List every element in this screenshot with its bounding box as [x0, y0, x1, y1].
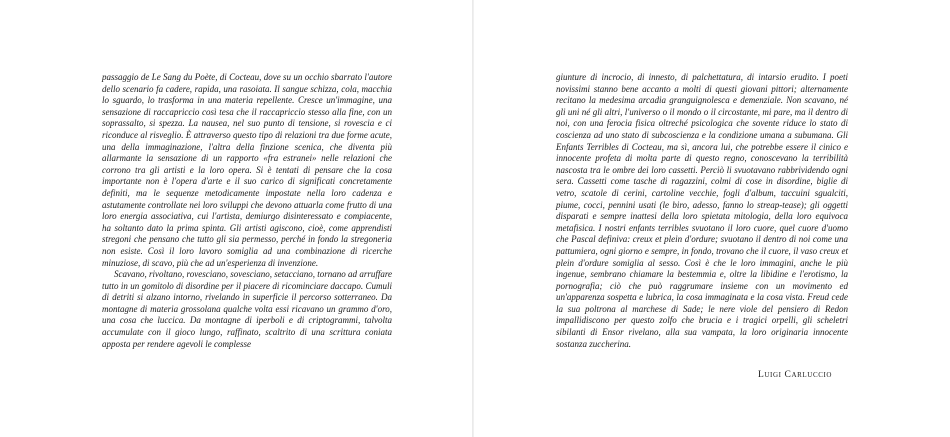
left-paragraph-1: passaggio de Le Sang du Poète, di Cocteau, dove su un occhio sbarrato l'autore dello scenario fa cadere, rapida, una rasoiata. Il sangue schizza, cola, macchia lo sguardo, lo trasforma in una materia repellente. Cresce un'immagine, una sensazione di raccapriccio così tesa che il raccapriccio stesso alla fine, con un soprassalto, si spezza. La nausea, nel suo punto di tensione, si rovescia e ci riconduce al risveglio. È attraverso questo tipo di relazioni tra due forme acute, una della immaginazione, l'altra della finzione scenica, che diventa più allarmante la sensazione di un rapporto «fra estranei» nelle relazioni che corrono tra gli artisti e la loro opera. Si è tentati di pensare che la cosa importante non è l'opera d'arte e il suo carico di significati concretamente definiti, ma le sequenze metodicamente impostate nella loro cadenza e astutamente controllate nei loro sviluppi che devono attuarla come frutto di una loro energia associativa, cui l'artista, demiurgo disinteressato e compiacente, ha soltanto dato la prima spinta. Gli artisti agiscono, cioè, come apprendisti stregoni che pensano che tutto gli sia permesso, perché in fondo la stregoneria non esiste. Così il loro lavoro somiglia ad una combinazione di ricerche minuziose, di scavo, più che ad un'esperienza di invenzione. [102, 72, 392, 268]
author-signature: Luigi Carluccio [758, 370, 833, 380]
right-text-column [556, 72, 848, 350]
right-page [474, 0, 950, 437]
right-paragraph-1: giunture di incrocio, di innesto, di palchettatura, di intarsio erudito. I poeti novissimi stanno bene accanto a molti di questi giovani pittori; alternamente recitano la medesima arcadia granguignolesca e demenziale. Non scavano, né gli uni né gli altri, l'universo o il mondo o il circostante, mi pare, ma il dentro di noi, con una ferocia fisica oltreché psicologica che sovente riduce lo stato di coscienza ad uno stato di subcoscienza e la condizione umana a subumana. Gli Enfants Terribles di Cocteau, ma sì, ancora lui, che potrebbe essere il cinico e innocente profeta di molta parte di questo regno, conoscevano la terribilità nascosta tra le ombre dei loro cassetti. Perciò li svuotavano rabbrividendo ogni sera. Cassetti come tasche di ragazzini, colmi di cose in disordine, biglie di vetro, scatole di cerini, cartoline vecchie, fogli d'album, taccuini sgualciti, piume, cocci, pennini usati (le biro, adesso, fanno lo streap-tease); gli oggetti disparati e sempre inattesi della loro spietata mitologia, della loro equivoca metafisica. I nostri enfants terribles svuotano il loro cuore, quel cuore d'uomo che Pascal definiva: creux et plein d'ordure; svuotano il dentro di noi come una pattumiera, ogni giorno e sempre, in fondo, trovano che il cuore, il vaso creux et plein d'ordure somiglia al sesso. Così è che le loro immagini, anche le più ingenue, sembrano chiamare la bestemmia e, oltre la libidine e l'erotismo, la pornografia; ciò che può raggrumare insieme con un movimento ed un'apparenza sospetta e lubrica, la cosa immaginata e la cosa vista. Freud cede la sua poltrona al marchese di Sade; le nere viole del pensiero di Redon impallidiscono per questo zolfo che brucia e i tragici orpelli, gli scheletri sibilanti di Ensor rivelano, alla sua vampata, la loro originaria innocente sostanza zuccherina. [556, 72, 848, 349]
left-page [0, 0, 472, 437]
left-paragraph-2: Scavano, rivoltano, rovesciano, sovesciano, setacciano, tornano ad arruffare tutto in un gomitolo di disordine per il piacere di ricominciare daccapo. Cumuli di detriti si alzano intorno, rivelando in superficie il percorso sotterraneo. Da montagne di materia grossolana qualche volta essi ricavano un grammo d'oro, una cosa che luccica. Da montagne di iperboli e di criptogrammi, talvolta accumulate con il gioco lungo, raffinato, scaltrito di una scrittura coniata apposta per rendere agevoli le complesse [102, 269, 392, 349]
left-text-column [102, 72, 392, 350]
